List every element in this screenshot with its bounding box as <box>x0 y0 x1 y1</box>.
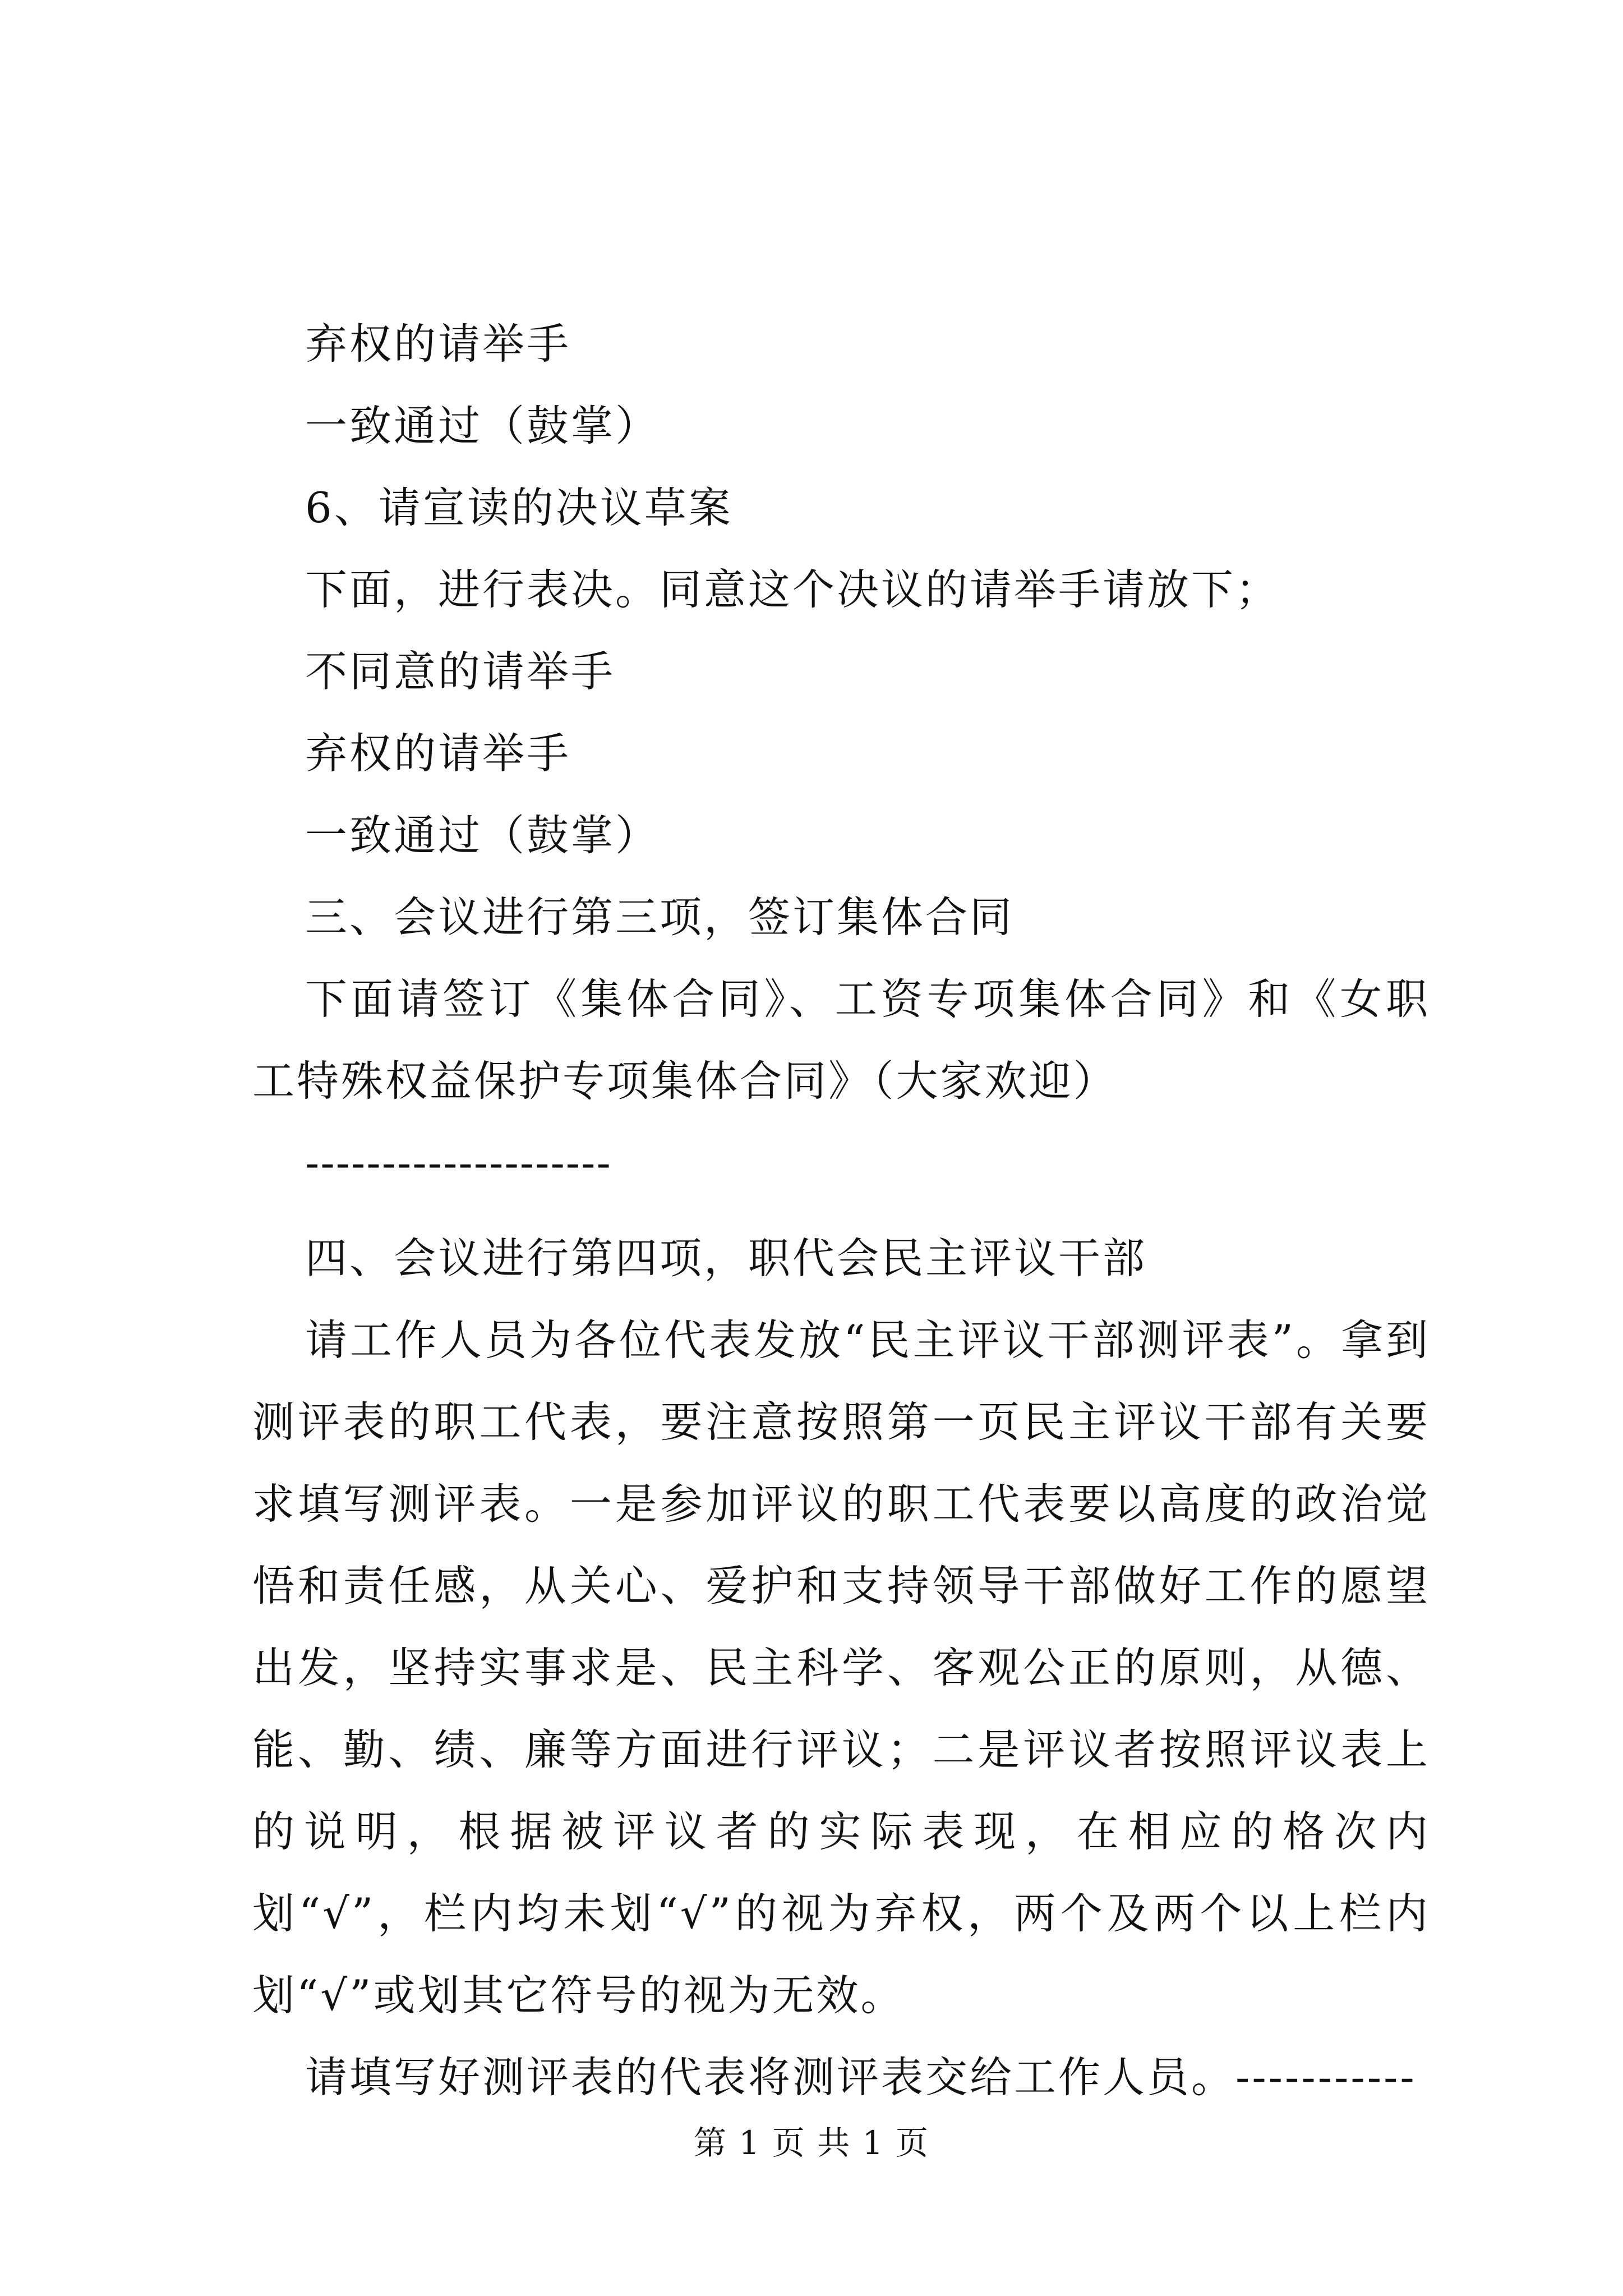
section-heading-3: 三、会议进行第三项，签订集体合同 <box>305 892 1015 942</box>
paragraph-unanimous-2: 一致通过（鼓掌） <box>305 811 660 860</box>
paragraph-submit-forms: 请填写好测评表的代表将测评表交给工作人员。----------- <box>305 2053 1417 2102</box>
paragraph-abstain-2: 弃权的请举手 <box>305 729 571 778</box>
page-footer: 第 1 页 共 1 页 <box>694 2124 929 2162</box>
paragraph-vote: 下面，进行表决。同意这个决议的请举手请放下； <box>305 565 1280 614</box>
paragraph-abstain-1: 弃权的请举手 <box>305 319 571 369</box>
paragraph-disagree: 不同意的请举手 <box>305 647 616 696</box>
paragraph-item-6: 6、请宣读的决议草案 <box>305 483 733 532</box>
dash-separator: -------------------- <box>305 1138 612 1188</box>
paragraph-unanimous-1: 一致通过（鼓掌） <box>305 401 660 450</box>
paragraph-evaluation-instructions: 请工作人员为各位代表发放“民主评议干部测评表”。拿到测评表的职工代表，要注意按照第一页民主评议干部有关要求填写测评表。一是参加评议的职工代表要以高度的政治觉悟和责任感，从关心、爱护和支持领导干部做好工作的愿望出发，坚持实事求是、民主科学、客观公正的原则，从德、能、勤、绩、廉等方面进行评议；二是评议者按照评议表上的说明，根据被评议者的实际表现，在相应的格次内划“√”，栏内均未划“√”的视为弃权，两个及两个以上栏内划“√”或划其它符号的视为无效。 <box>252 1315 1430 2020</box>
paragraph-sign-contracts: 下面请签订《集体合同》、工资专项集体合同》和《女职工特殊权益保护专项集体合同》（大家欢迎） <box>252 974 1430 1106</box>
spacer <box>252 1204 1430 1217</box>
section-heading-4: 四、会议进行第四项，职代会民主评议干部 <box>305 1234 1147 1283</box>
document-body <box>252 303 1430 2118</box>
